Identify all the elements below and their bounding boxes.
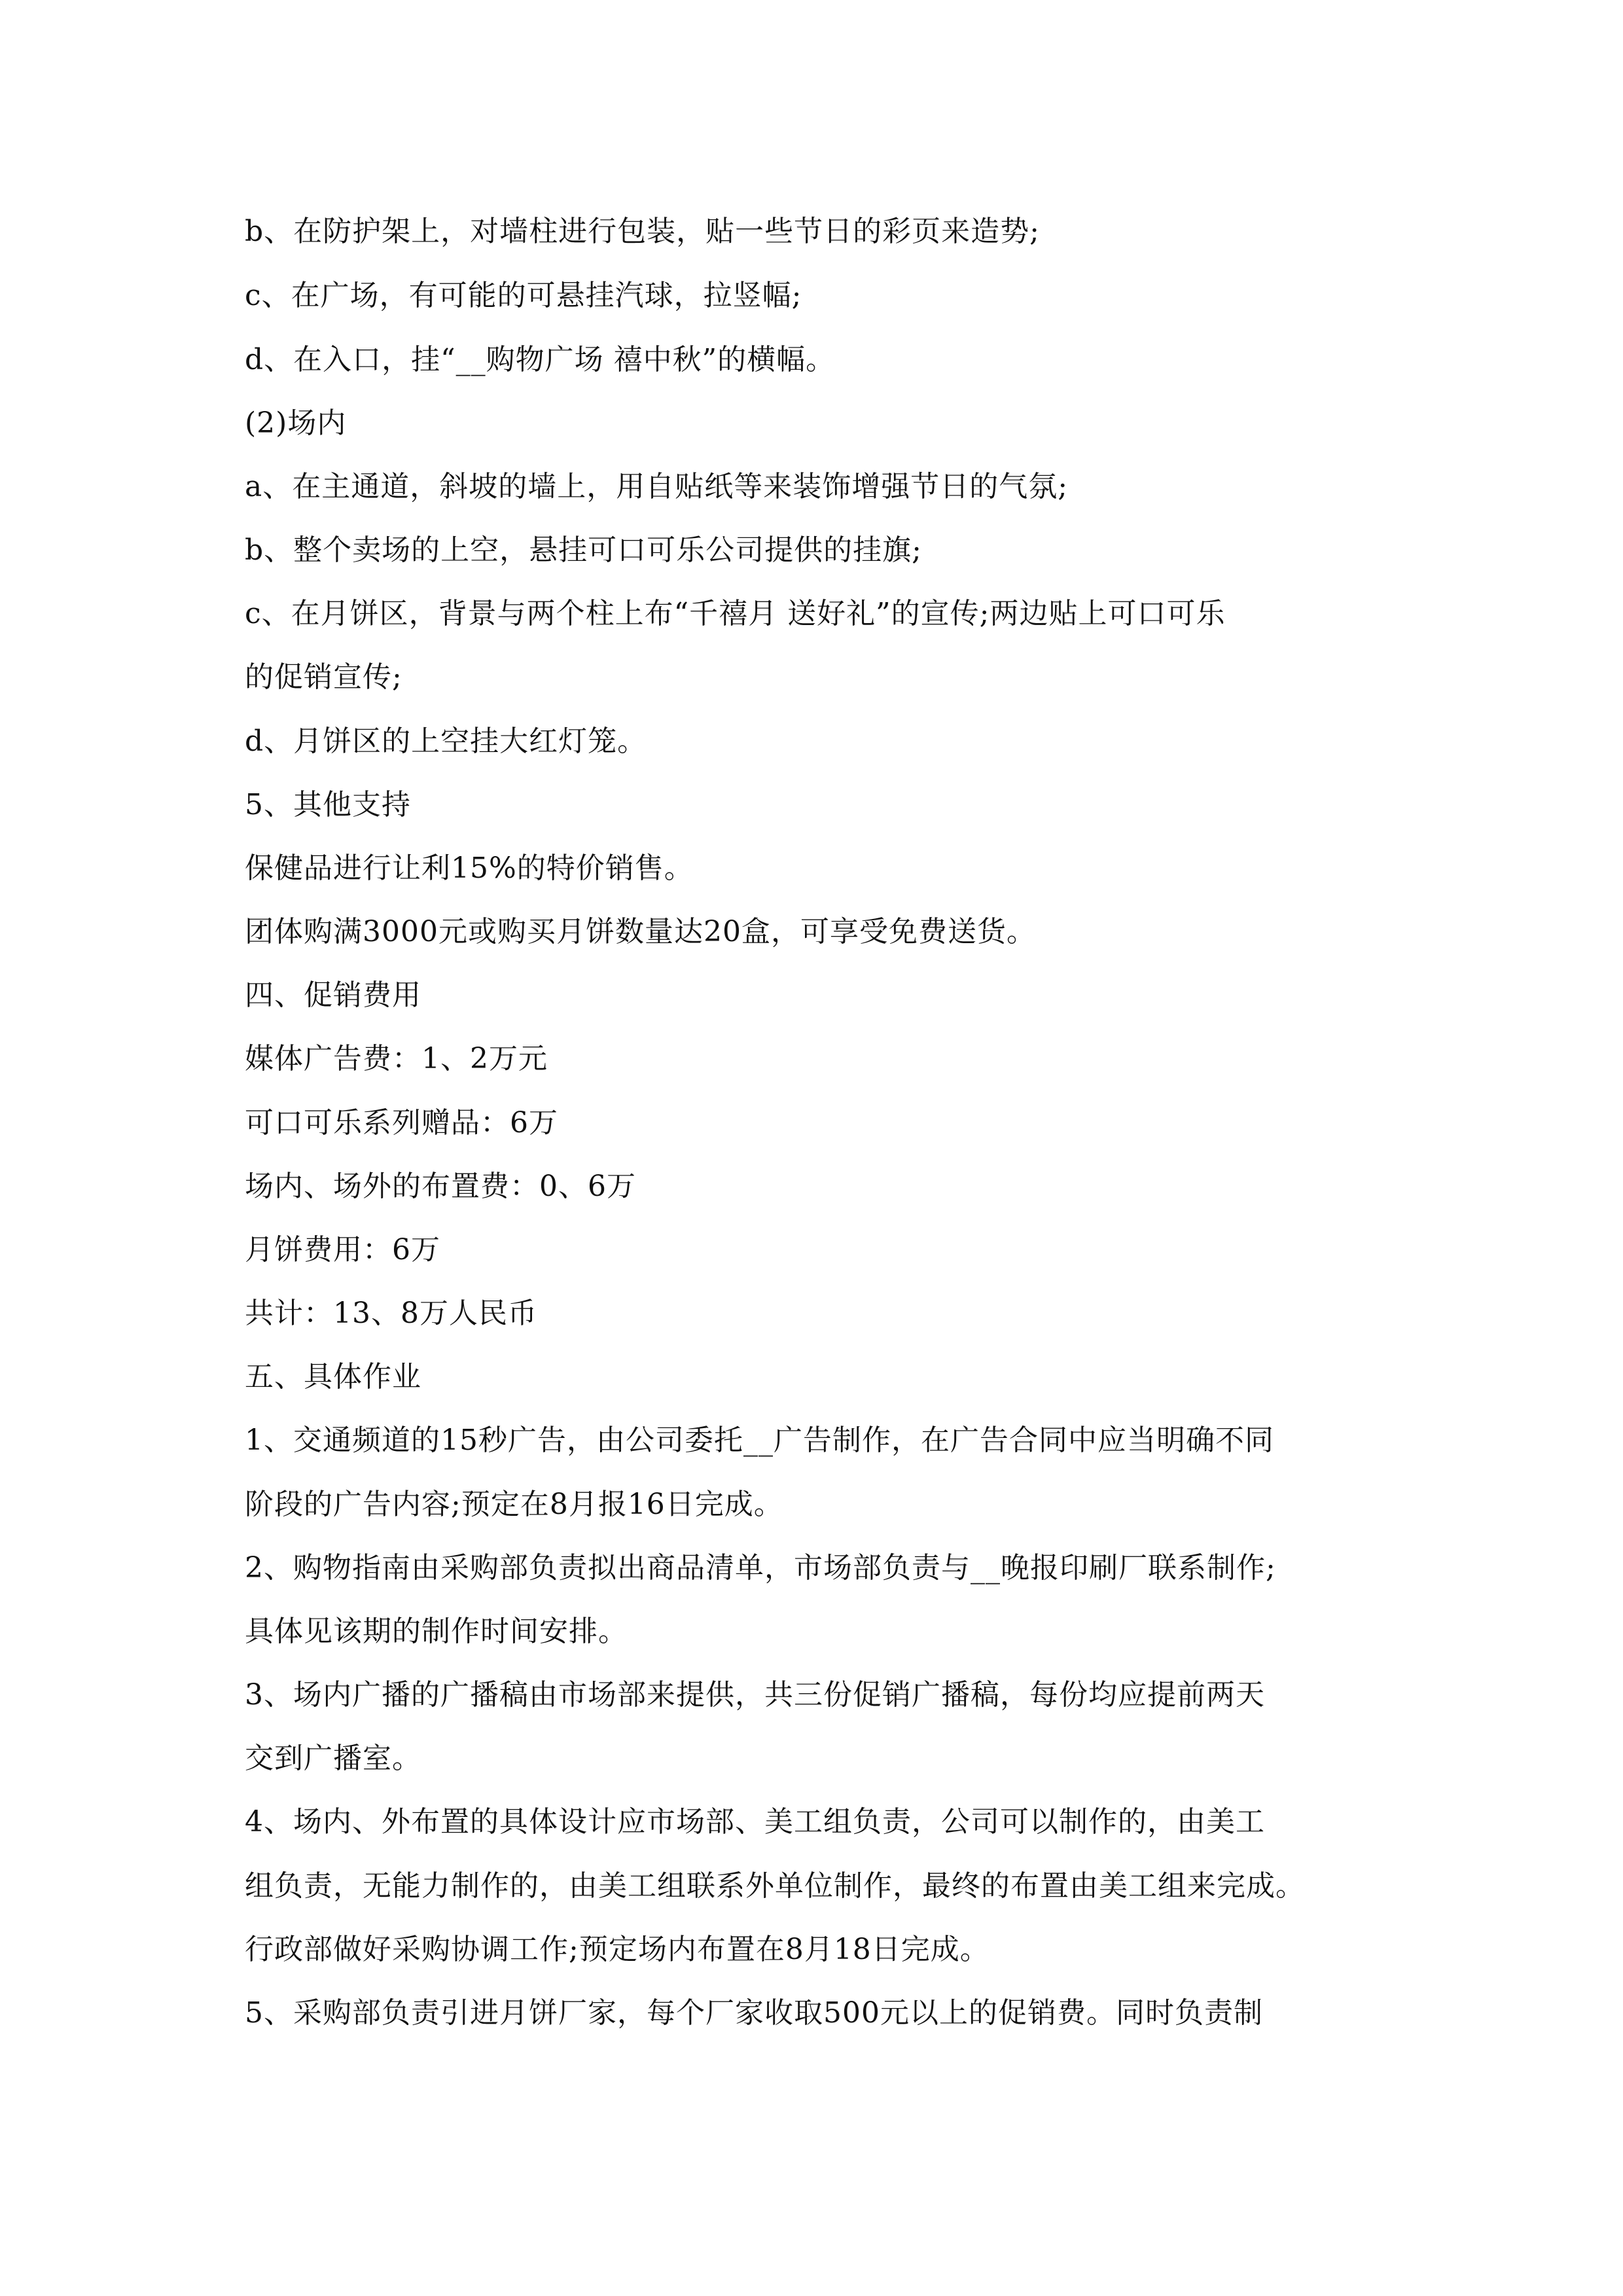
text-line: 具体见该期的制作时间安排。 [245,1615,628,1648]
text-line: 行政部做好采购协调工作;预定场内布置在8月18日完成。 [245,1933,990,1966]
text-line: d、月饼区的上空挂大红灯笼。 [245,725,647,758]
text-line: b、在防护架上，对墙柱进行包装，贴一些节日的彩页来造势; [245,215,1040,248]
text-line: 1、交通频道的15秒广告，由公司委托__广告制作，在广告合同中应当明确不同 [245,1424,1274,1457]
text-line: 的促销宣传; [245,660,402,694]
text-line: 阶段的广告内容;预定在8月报16日完成。 [245,1488,783,1521]
text-line: 5、采购部负责引进月饼厂家，每个厂家收取500元以上的促销费。同时负责制 [245,1996,1263,2030]
text-line: c、在月饼区，背景与两个柱上布“千禧月 送好礼”的宣传;两边贴上可口可乐 [245,597,1226,630]
section-heading: 四、促销费用 [245,978,421,1012]
text-line: (2)场内 [245,406,347,440]
text-line: 月饼费用：6万 [245,1233,440,1266]
text-line: 共计：13、8万人民币 [245,1297,537,1330]
text-line: 组负责，无能力制作的，由美工组联系外单位制作，最终的布置由美工组来完成。 [245,1869,1305,1903]
text-line: 交到广播室。 [245,1742,421,1775]
text-line: 场内、场外的布置费：0、6万 [245,1170,636,1203]
text-line: 媒体广告费：1、2万元 [245,1042,548,1075]
text-line: c、在广场，有可能的可悬挂汽球，拉竖幅; [245,279,802,312]
text-line: a、在主通道，斜坡的墙上，用自贴纸等来装饰增强节日的气氛; [245,470,1069,503]
section-heading: 五、具体作业 [245,1360,421,1393]
text-line: b、整个卖场的上空，悬挂可口可乐公司提供的挂旗; [245,533,922,567]
text-line: 5、其他支持 [245,788,411,821]
text-line: 2、购物指南由采购部负责拟出商品清单，市场部负责与__晚报印刷厂联系制作; [245,1551,1276,1585]
text-line: 4、场内、外布置的具体设计应市场部、美工组负责，公司可以制作的，由美工 [245,1805,1265,1839]
text-line: 保健品进行让利15%的特价销售。 [245,852,694,885]
text-line: d、在入口，挂“__购物广场 禧中秋”的横幅。 [245,343,836,376]
text-line: 3、场内广播的广播稿由市场部来提供，共三份促销广播稿，每份均应提前两天 [245,1678,1265,1712]
text-line: 团体购满3000元或购买月饼数量达20盒，可享受免费送货。 [245,915,1036,948]
text-line: 可口可乐系列赠品：6万 [245,1106,558,1139]
